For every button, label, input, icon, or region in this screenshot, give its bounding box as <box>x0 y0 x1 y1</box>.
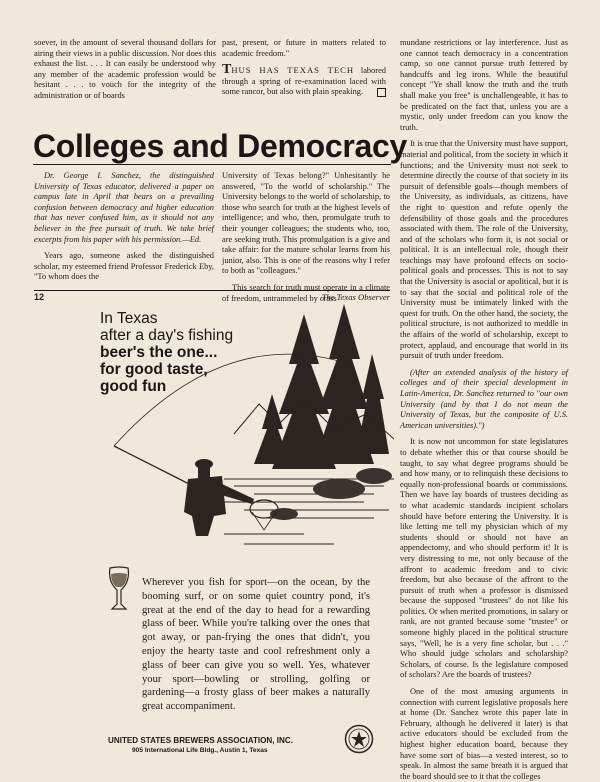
col2-paragraph-2 <box>222 62 386 98</box>
page-number: 12 <box>34 292 45 302</box>
column-2-top <box>222 38 386 98</box>
editor-note: Dr. George I. Sanchez, the distinguished University of Texas educator, delivered a paper on campus late in April that bears on a prevailing confusion between democracy and higher education that has never confused him, as it should not any believer in the free pursuit of truth. We take brief excerpts from his paper with his permission.—Ed. <box>34 171 214 244</box>
col3-paragraph-1: mundane restrictions or lay interference. Just as one cannot teach democracy in a concentration camp, so one cannot pursue truth fettered by handcuffs and leg irons. While the beautiful concept "Ye shall know the truth and the truth shall make you free" is unchallengeable, it has to be predicated on the fact that, unless you are a mystic, only under freedom can you know the truth. <box>400 38 568 132</box>
column-3 <box>400 38 568 782</box>
column-1-top <box>34 38 216 102</box>
col2-paragraph-2-rest: labored through a spring of re-examination laced with some rancor, but also with plain speaking. <box>222 66 386 97</box>
col3-paragraph-5: One of the most amusing arguments in connection with current legislative proposals here at home (Dr. Sanchez wrote this paper late in February, although he delivered it later) is that active educators should be excluded from the highest higher education board, because they have some sort of bias—a vested interest, so to speak. In almost the same breath it is argued that the board should see to it that the colleges <box>400 687 568 781</box>
ad-signature <box>108 736 338 755</box>
ad-headline-line-1: In Texas <box>100 310 158 327</box>
association-name: UNITED STATES BREWERS ASSOCIATION, INC. <box>108 736 293 745</box>
association-seal-icon <box>344 724 374 754</box>
ad-headline-line-3: beer's the one... <box>100 344 218 361</box>
col3-paragraph-3: (After an extended analysis of the history of colleges and of their special development in Latin-America, Dr. Sanchez returned to "our own University (and by that I do not mean the University of Texas, but the composite of U.S. American universities).") <box>400 367 568 430</box>
ad-body-copy <box>108 576 370 714</box>
col2-article-paragraph-2: This search for truth must operate in a climate of freedom, untrammeled by crass <box>222 282 390 303</box>
ad-headline-line-4: for good taste, <box>100 361 208 378</box>
col3-paragraph-4: It is now not uncommon for state legislatures to debate whether this or that course should be taught, to say what degree programs should be and how many, or to relinquish these decisions to equally non-professional boards or commissions. Then we have lay boards of trustees deciding as to what academic standards incipient scholars should have before entering the University. It is like letting me tell my physician which of my students should or should not have an appendectomy, and who should perform it! It is very distressing to me, not only because of the affront to academic freedom and to civic freedom, but also because of the affront to the pursuit of truth when a professor is dismissed because the supposed "trustees" do not like his politics. Or when merited promotions, in salary or rank, are not granted because some "trustee" or someone highly placed in the political structure says, "Well, he is a very fine scholar, but . . ." Who should judge scholars and scholarship? Scholars, of course. Is the legislature composed of scholars? Are the boards of trustees? <box>400 437 568 680</box>
headline-rule <box>33 164 391 165</box>
col1-paragraph: soever, in the amount of several thousand dollars for airing their views in a public discussion. Nor does this exhaust the list. . . . It can easily be understood why any member of the academic profession would be hesitant . . . to vouch for the integrity of the administration or of boards <box>34 38 216 100</box>
page-footer <box>34 290 390 304</box>
ad-headline-line-2: after a day's fishing <box>100 327 234 344</box>
beer-advertisement <box>34 304 390 754</box>
intro-column <box>34 171 214 283</box>
col2-paragraph-1: past, present, or future in matters related to academic freedom." <box>222 38 386 58</box>
col3-paragraph-2: It is true that the University must have support, material and political, from the society in which it functions; and the University must not seek to determine directly the course of that society in its pursuit of defensible goals—though members of the University, as individuals, as citizens, have the right to question and refute openly the defensibility of those goals and the procedures associated with them. The role of the University, and of the scholars who form it, is not social or political. It is an intellectual role, though their teachings may have profound effects on socio-political goals and processes. This is not to say that the University is asocial or apolitical, but it is to say that the social and political role of the University must be intimately linked with the quest for truth. On the other hand, the society, the political structure, is not authorized to meddle in the affairs of the world of scholarship, except to protect, applaud, and encourage that world in its pursuit of truth under freedom. <box>400 139 568 361</box>
ad-headline <box>100 310 270 395</box>
end-mark-icon <box>377 88 386 97</box>
caps-run: HUS HAS TEXAS TECH <box>231 65 355 76</box>
intro-body: Years ago, someone asked the distinguished scholar, my esteemed friend Professor Frederick Eby, "To whom does the <box>34 251 214 282</box>
ad-headline-line-5: good fun <box>100 378 167 395</box>
association-address: 905 International Life Bldg., Austin 1, Texas <box>132 746 268 754</box>
col2-article-paragraph-1: University of Texas belong?" Unhesitantly he answered, "To the world of scholarship." The University belongs to the world of scholarship, to those who search for truth at the highest levels of intelligence; and who, then, promulgate truth to their younger colleagues; the students who, too, are seeking truth. This promulgation is a give and take affair: for the mature scholar learns from his junior, also. This is one of the reasons why I refer to both as "colleagues." <box>222 171 390 276</box>
article-headline: Colleges and Democracy <box>33 128 407 164</box>
column-2-article <box>222 171 390 304</box>
drop-letter: T <box>222 62 232 78</box>
publication-name: The Texas Observer <box>321 292 390 302</box>
ad-body-text: Wherever you fish for sport—on the ocean, by the booming surf, or on some quiet country pond, it's great at the end of the day to head for a rewarding glass of beer. While you're talking over the ones that got away, or pan-frying the ones that didn't, you enjoy the hearty taste and cool refreshment only a glass of beer can give you so well. Yes, whatever your sport—bowling or strolling, golfing or gardening—a frosty glass of beer makes a naturally great accompaniment. <box>142 577 370 713</box>
